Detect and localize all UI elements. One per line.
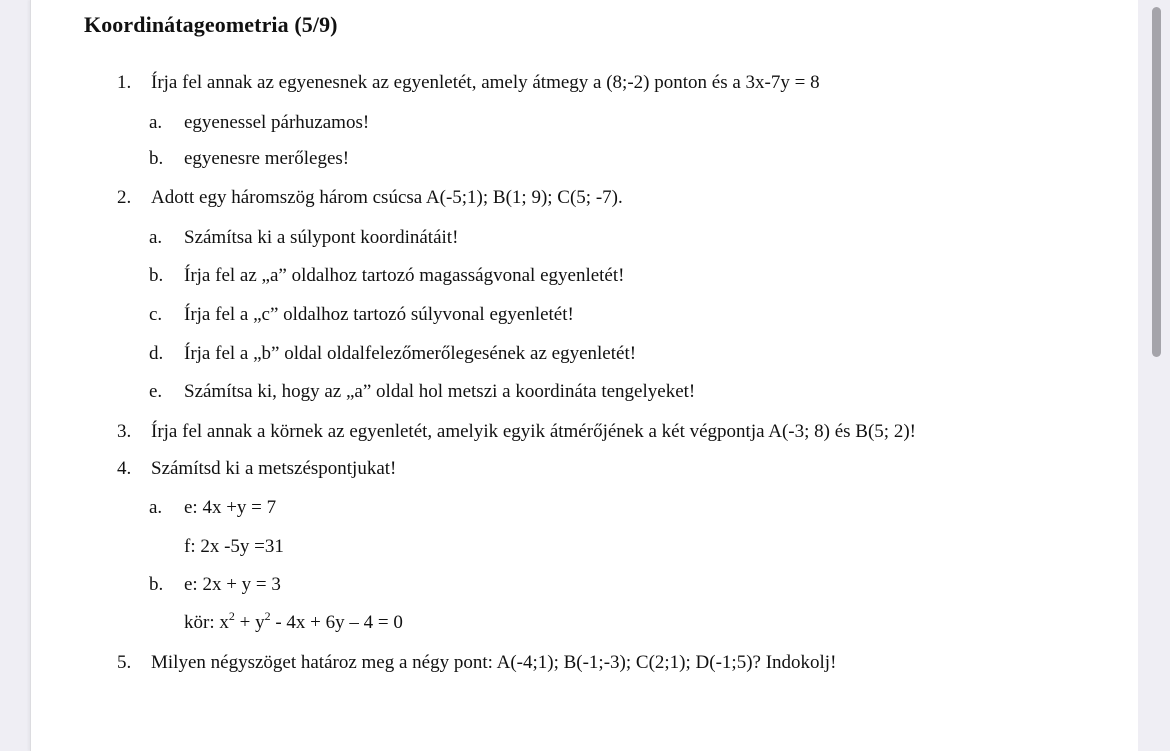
exponent: 2: [264, 608, 271, 623]
eq-part: - 4x + 6y – 4 = 0: [270, 612, 403, 633]
task-number: 1.: [117, 72, 132, 93]
subtask-text: Írja fel a „b” oldal oldalfelezőmerőlegesének az egyenletét!: [184, 343, 637, 364]
task-number: 3.: [117, 421, 132, 442]
eq-part: kör: x: [184, 612, 229, 633]
task-text: Írja fel annak az egyenesnek az egyenletét, amely átmegy a (8;-2) ponton és a 3x-7y = 8: [151, 72, 820, 93]
equation-circle: [184, 610, 403, 636]
equation-e: e: 4x +y = 7: [184, 497, 277, 518]
scrollbar-thumb[interactable]: [1152, 7, 1161, 357]
subtask-label: c.: [149, 304, 163, 325]
subtask-text: Számítsa ki, hogy az „a” oldal hol metszi a koordináta tengelyeket!: [184, 381, 696, 402]
document-page: [30, 0, 1140, 751]
subtask-label: a.: [149, 112, 163, 133]
subtask-label: d.: [149, 343, 164, 364]
subtask-text: Írja fel az „a” oldalhoz tartozó magasságvonal egyenletét!: [184, 265, 625, 286]
task-text: Írja fel annak a körnek az egyenletét, amelyik egyik átmérőjének a két végpontja A(-3; 8) és B(5; 2)!: [151, 421, 916, 442]
task-text: Milyen négyszöget határoz meg a négy pont: A(-4;1); B(-1;-3); C(2;1); D(-1;5)? Indokolj!: [151, 652, 837, 673]
subtask-label: b.: [149, 265, 164, 286]
subtask-label: a.: [149, 227, 163, 248]
task-number: 5.: [117, 652, 132, 673]
task-text: Számítsd ki a metszéspontjukat!: [151, 458, 397, 479]
subtask-text: Írja fel a „c” oldalhoz tartozó súlyvonal egyenletét!: [184, 304, 574, 325]
page-title: Koordinátageometria (5/9): [84, 12, 338, 37]
subtask-label: b.: [149, 148, 164, 169]
task-number: 4.: [117, 458, 132, 479]
subtask-text: Számítsa ki a súlypont koordinátáit!: [184, 227, 459, 248]
task-number: 2.: [117, 187, 132, 208]
subtask-text: egyenesre merőleges!: [184, 148, 350, 169]
subtask-text: egyenessel párhuzamos!: [184, 112, 370, 133]
subtask-label: e.: [149, 381, 163, 402]
equation-e: e: 2x + y = 3: [184, 574, 281, 595]
exponent: 2: [228, 608, 235, 623]
task-text: Adott egy háromszög három csúcsa A(-5;1); B(1; 9); C(5; -7).: [151, 187, 623, 208]
subtask-label: b.: [149, 574, 164, 595]
eq-part: + y: [234, 612, 265, 633]
equation-f: f: 2x -5y =31: [184, 536, 284, 557]
subtask-label: a.: [149, 497, 163, 518]
